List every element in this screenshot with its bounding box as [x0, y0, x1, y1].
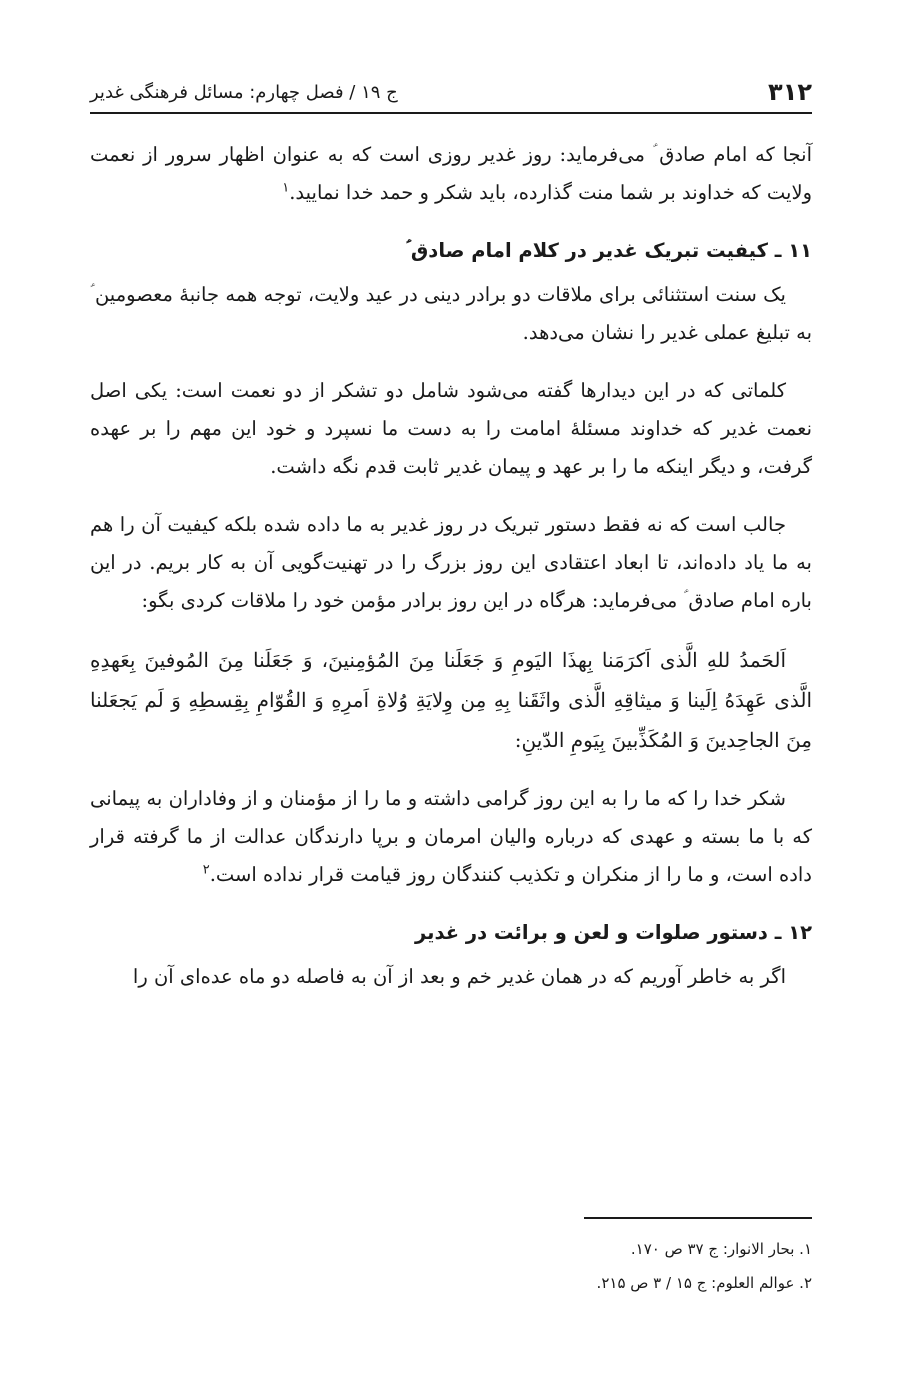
running-header [90, 72, 812, 114]
section-heading-11: ۱۱ ـ کیفیت تبریک غدیر در کلام امام صادق ؑ [406, 239, 812, 262]
intro-paragraph [90, 136, 812, 212]
section12-paragraph-1: اگر به خاطر آوریم که در همان غدیر خم و بعد از آن به فاصله دو ماه عده‌ای آن را [132, 965, 786, 988]
footnotes [90, 1232, 812, 1300]
footnote-2: ۲. عوالم العلوم: ج ۱۵ / ۳ ص ۲۱۵. [596, 1274, 812, 1292]
page-body [90, 136, 812, 1016]
intro-text: آنجا که امام صادق ؑ می‌فرماید: روز غدیر روزی است که به عنوان اظهار سرور از نعمت ولایت که خداوند بر شما منت گذارده، باید شکر و حمد خدا نمایید. [90, 143, 812, 204]
footnote-ref-1[interactable]: ۱ [282, 180, 290, 196]
arabic-supplication: اَلحَمدُ للهِ الَّذی اَکرَمَنا بِهذَا الیَومِ وَ جَعَلَنا مِنَ المُؤمِنینَ، وَ جَعَلَنا مِنَ المُوفینَ بِعَهدِهِ الَّذی عَهِدَهُ اِلَینا وَ میثاقِهِ الَّذی واثَقَنا بِهِ مِن وِلایَةِ وُلاةِ اَمرِهِ وَ القُوّامِ بِقِسطِهِ وَ لَم یَجعَلنا مِنَ الجاحِدینَ وَ المُکَذِّبینَ بِیَومِ الدّینِ: [90, 648, 812, 752]
translation-text: شکر خدا را که ما را به این روز گرامی داشته و ما را از مؤمنان و از وفاداران به پیمانی که با ما بسته و عهدی که درباره والیان امرمان و برپا دارندگان عدالت از ما گرفته قرار داده است، و ما را از منکران و تکذیب کنندگان روز قیامت قرار نداده است. [90, 787, 812, 886]
footnote-divider [584, 1217, 812, 1219]
section11-paragraph-3: جالب است که نه فقط دستور تبریک در روز غدیر به ما داده شده بلکه کیفیت آن را هم به ما یاد داده‌اند، تا ابعاد اعتقادی این روز بزرگ را در تهنیت‌گویی آن به کار بریم. در این باره امام صادق ؑ می‌فرماید: هرگاه در این روز برادر مؤمن خود را ملاقات کردی بگو: [90, 513, 812, 612]
chapter-title: ج ۱۹ / فصل چهارم: مسائل فرهنگی غدیر [90, 81, 398, 103]
section-heading-12: ۱۲ ـ دستور صلوات و لعن و برائت در غدیر [415, 921, 812, 944]
page-number: ۳۱۲ [768, 78, 812, 106]
footnote-1: ۱. بحار الانوار: ج ۳۷ ص ۱۷۰. [630, 1240, 812, 1258]
footnote-ref-2[interactable]: ۲ [202, 862, 210, 878]
section11-paragraph-1: یک سنت استثنائی برای ملاقات دو برادر دینی در عید ولایت، توجه همه جانبهٔ معصومین ؑ به تبلیغ عملی غدیر را نشان می‌دهد. [90, 283, 812, 344]
section11-paragraph-2: کلماتی که در این دیدارها گفته می‌شود شامل دو تشکر از دو نعمت است: یکی اصل نعمت غدیر که خداوند مسئلهٔ امامت را به دست ما نسپرد و خود این مهم را بر عهده گرفت، و دیگر اینکه ما را بر عهد و پیمان غدیر ثابت قدم نگه داشت. [90, 379, 812, 478]
section11-paragraph-4 [90, 780, 812, 894]
book-page [90, 0, 812, 1390]
